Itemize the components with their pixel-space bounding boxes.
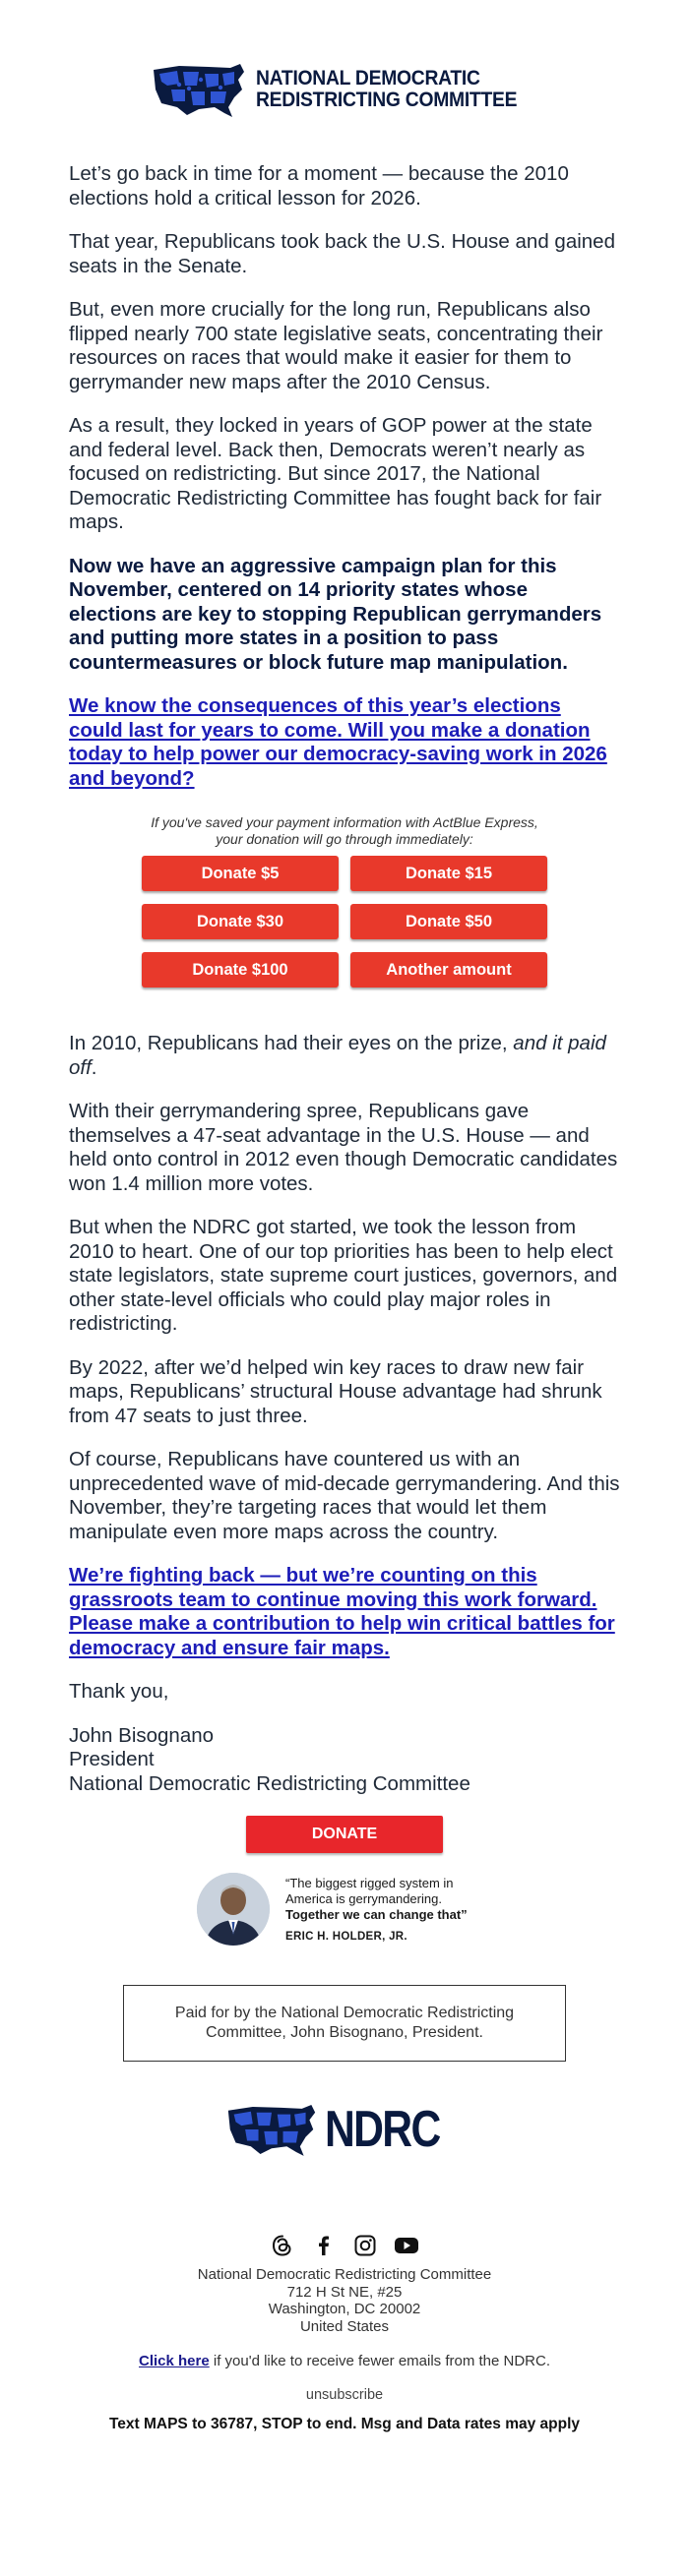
unsubscribe-link[interactable]: unsubscribe xyxy=(305,2387,384,2403)
donate-appeal-link-2[interactable]: We’re fighting back — but we’re counting on this grassroots team to continue moving this work forward. Please make a contribution to help win critical battles for democracy and ensure fair maps. xyxy=(69,1564,615,1659)
paragraph-7-end: . xyxy=(91,1055,97,1079)
quote-author: ERIC H. HOLDER, JR. xyxy=(285,1931,407,1943)
donate-5-button[interactable]: Donate $5 xyxy=(142,856,339,891)
paragraph-7-emphasis: and it paid off xyxy=(69,1032,606,1079)
email-body xyxy=(0,128,689,988)
donate-appeal-link-1[interactable]: We know the consequences of this year’s elections could last for years to come. Will you make a donation today to help power our democracy-saving work in 2026 and beyond? xyxy=(69,694,607,790)
quote-line-3: Together we can change that” xyxy=(285,1907,468,1922)
facebook-icon[interactable] xyxy=(311,2233,337,2258)
us-map-puzzle-icon xyxy=(150,60,248,119)
paragraph-11: Of course, Republicans have countered us with an unprecedented wave of mid-decade gerrymandering. And this November, they’re targeting races that would let them manipulate even more maps across the country. xyxy=(69,1448,620,1543)
footer-street: 712 H St NE, #25 xyxy=(286,2283,403,2301)
paragraph-7-start: In 2010, Republicans had their eyes on the prize, xyxy=(69,1032,514,1054)
paragraph-9: But when the NDRC got started, we took the lesson from 2010 to heart. One of our top priorities has been to help elect state legislators, state supreme court justices, governors, and other state-level officials who could play major roles in redistricting. xyxy=(69,1216,618,1335)
signature-name: John Bisognano xyxy=(69,1723,215,1747)
paragraph-5-bold: Now we have an aggressive campaign plan for this November, centered on 14 priority states whose elections are key to stopping Republican gerrymanders and putting more states in a position to pass countermeasures or block future map manipulation. xyxy=(69,554,602,674)
ndrc-logo-text: NDRC xyxy=(324,2101,440,2158)
paragraph-3: But, even more crucially for the long run, Republicans also flipped nearly 700 state legislative seats, concentrating their resources on races that would make it easier for them to gerrymander new maps after the 2010 Census. xyxy=(69,298,603,393)
quote-text xyxy=(285,1876,492,1943)
actblue-note: If you've saved your payment information with ActBlue Express, your donation will go through immediately: xyxy=(151,814,538,847)
paragraph-4: As a result, they locked in years of GOP power at the state and federal level. Back then, Democrats weren’t nearly as focused on redistricting. But since 2017, the National Democratic Redistricting Committee has fought back for fair maps. xyxy=(69,414,602,533)
social-links xyxy=(0,2233,689,2258)
sms-opt-in-text: Text MAPS to 36787, STOP to end. Msg and Data rates may apply xyxy=(108,2416,581,2432)
paid-for-disclaimer: Paid for by the National Democratic Redistricting Committee, John Bisognano, President. xyxy=(123,1985,566,2062)
header-logo-text xyxy=(256,68,517,111)
signature-title: President xyxy=(69,1748,155,1770)
holder-quote-block xyxy=(0,1873,689,1946)
quote-line-2: America is gerrymandering. xyxy=(285,1891,442,1906)
quote-line-1: “The biggest rigged system in xyxy=(285,1876,454,1890)
donation-button-grid xyxy=(69,856,620,988)
donate-30-button[interactable]: Donate $30 xyxy=(142,904,339,939)
eric-holder-photo xyxy=(197,1873,270,1946)
threads-icon[interactable] xyxy=(270,2233,295,2258)
header xyxy=(0,0,689,128)
signature xyxy=(69,1724,620,1797)
fewer-emails-line xyxy=(0,2353,689,2369)
donate-button[interactable]: DONATE xyxy=(246,1816,443,1853)
logo-line-1: NATIONAL DEMOCRATIC xyxy=(255,67,480,90)
email-body-continued xyxy=(0,1032,689,1796)
signature-org: National Democratic Redistricting Committee xyxy=(69,1771,470,1795)
paragraph-10: By 2022, after we’d helped win key races to draw new fair maps, Republicans’ structural House advantage had shrunk from 47 seats to just three. xyxy=(69,1355,602,1427)
paragraph-2: That year, Republicans took back the U.S. House and gained seats in the Senate. xyxy=(69,230,615,277)
instagram-icon[interactable] xyxy=(352,2233,378,2258)
fewer-emails-text: if you'd like to receive fewer emails from the NDRC. xyxy=(209,2353,551,2369)
ndrc-footer-logo[interactable] xyxy=(0,2101,689,2158)
logo-line-2: REDISTRICTING COMMITTEE xyxy=(255,89,518,111)
footer-address xyxy=(0,2266,689,2335)
footer-org: National Democratic Redistricting Committee xyxy=(197,2266,492,2283)
us-map-puzzle-icon xyxy=(224,2101,319,2158)
paragraph-7 xyxy=(69,1032,620,1080)
footer-country: United States xyxy=(299,2317,390,2335)
donate-100-button[interactable]: Donate $100 xyxy=(142,952,339,988)
donate-50-button[interactable]: Donate $50 xyxy=(350,904,547,939)
donate-15-button[interactable]: Donate $15 xyxy=(350,856,547,891)
paragraph-1: Let’s go back in time for a moment — because the 2010 elections hold a critical lesson for 2026. xyxy=(69,162,569,210)
sign-off: Thank you, xyxy=(69,1680,169,1703)
donate-other-amount-button[interactable]: Another amount xyxy=(350,952,547,988)
footer-city: Washington, DC 20002 xyxy=(268,2301,421,2317)
youtube-icon[interactable] xyxy=(394,2233,419,2258)
donate-cta xyxy=(0,1816,689,1853)
actblue-donation-module xyxy=(69,814,620,988)
fewer-emails-link[interactable]: Click here xyxy=(138,2353,210,2369)
ndrc-header-logo[interactable] xyxy=(150,60,539,119)
paragraph-8: With their gerrymandering spree, Republicans gave themselves a 47-seat advantage in the U.S. House — and held onto control in 2012 even though Democratic candidates won 1.4 million more votes. xyxy=(69,1100,618,1195)
